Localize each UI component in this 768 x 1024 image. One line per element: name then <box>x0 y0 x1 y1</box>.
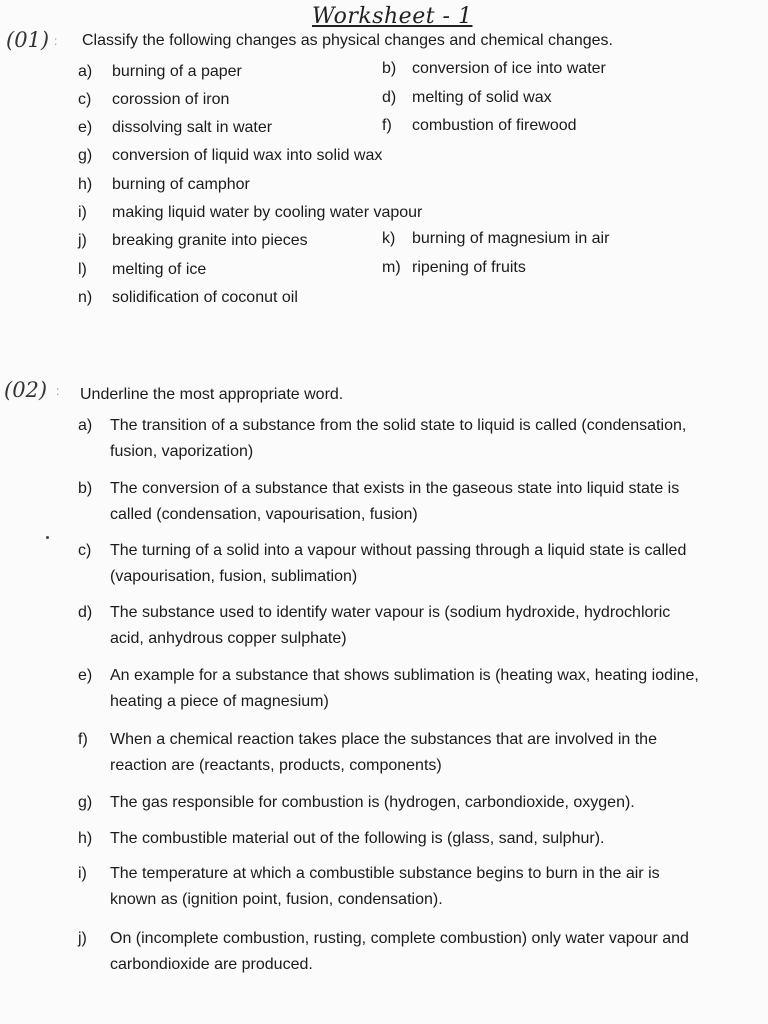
item-text: The transition of a substance from the solid state to liquid is called (condensation, fusion, vaporization) <box>110 417 687 460</box>
item-label: h) <box>78 830 93 847</box>
item-label: b) <box>382 60 397 77</box>
question-1-instruction: Classify the following changes as physical changes and chemical changes. <box>82 32 613 49</box>
question-2-number: (02) <box>4 378 48 402</box>
list-item <box>78 147 382 165</box>
item-label: e) <box>78 119 93 136</box>
item-label: l) <box>78 261 87 278</box>
list-item <box>78 204 422 222</box>
worksheet-title: Worksheet - 1 <box>312 4 473 29</box>
item-label: d) <box>382 89 397 106</box>
item-text: The substance used to identify water vapour is (sodium hydroxide, hydrochloric acid, anhydrous copper sulphate) <box>110 604 671 647</box>
list-item <box>78 663 703 715</box>
list-item <box>78 538 703 590</box>
item-text: making liquid water by cooling water vapour <box>112 204 423 221</box>
item-label: m) <box>382 259 401 276</box>
item-text: burning of a paper <box>112 63 242 80</box>
item-label: c) <box>78 91 92 108</box>
list-item <box>78 91 229 109</box>
list-item <box>78 63 242 81</box>
item-text: The combustible material out of the following is (glass, sand, sulphur). <box>110 830 605 847</box>
item-text: The turning of a solid into a vapour without passing through a liquid state is called (vapourisation, fusion, sublimation) <box>110 542 687 585</box>
item-text: The temperature at which a combustible substance begins to burn in the air is known as (ignition point, fusion, condensation). <box>110 865 660 908</box>
item-text: An example for a substance that shows sublimation is (heating wax, heating iodine, heating a piece of magnesium) <box>110 667 699 710</box>
list-item <box>78 232 308 250</box>
item-label: n) <box>78 289 93 306</box>
item-label: c) <box>78 542 92 559</box>
item-text: The gas responsible for combustion is (hydrogen, carbondioxide, oxygen). <box>110 794 635 811</box>
list-item <box>78 600 703 652</box>
item-label: a) <box>78 63 93 80</box>
item-label: j) <box>78 232 87 249</box>
item-label: a) <box>78 417 93 434</box>
list-item <box>78 826 703 852</box>
item-text: melting of ice <box>112 261 207 278</box>
item-text: dissolving salt in water <box>112 119 273 136</box>
item-label: i) <box>78 204 87 221</box>
list-item <box>78 790 703 816</box>
stray-dot <box>46 536 49 539</box>
item-label: f) <box>382 117 392 134</box>
list-item <box>78 861 703 913</box>
question-1-number: (01) <box>6 28 50 52</box>
list-item <box>382 60 606 78</box>
item-text: The conversion of a substance that exists in the gaseous state into liquid state is called (condensation, vapourisation, fusion) <box>110 480 680 523</box>
list-item <box>78 119 272 137</box>
list-item <box>78 176 250 194</box>
item-text: On (incomplete combustion, rusting, complete combustion) only water vapour and carbondioxide are produced. <box>110 930 689 973</box>
question-1-colon: : <box>54 34 58 48</box>
item-text: combustion of firewood <box>412 117 577 134</box>
list-item <box>382 230 609 248</box>
list-item <box>382 259 526 277</box>
item-text: breaking granite into pieces <box>112 232 308 249</box>
item-text: burning of camphor <box>112 176 250 193</box>
item-label: g) <box>78 147 93 164</box>
item-label: k) <box>382 230 396 247</box>
item-label: d) <box>78 604 93 621</box>
item-label: e) <box>78 667 93 684</box>
item-text: solidification of coconut oil <box>112 289 298 306</box>
item-text: conversion of ice into water <box>412 60 606 77</box>
list-item <box>78 727 703 779</box>
item-text: melting of solid wax <box>412 89 552 106</box>
list-item <box>78 413 703 465</box>
list-item <box>382 89 552 107</box>
item-label: j) <box>78 930 87 947</box>
item-text: corossion of iron <box>112 91 230 108</box>
question-2-colon: : <box>56 384 60 398</box>
list-item <box>78 289 298 307</box>
item-text: burning of magnesium in air <box>412 230 610 247</box>
question-2-instruction: Underline the most appropriate word. <box>80 386 344 403</box>
list-item <box>78 261 206 279</box>
item-label: i) <box>78 865 87 882</box>
item-text: ripening of fruits <box>412 259 526 276</box>
list-item <box>78 926 703 978</box>
item-label: g) <box>78 794 93 811</box>
list-item <box>78 476 703 528</box>
item-label: h) <box>78 176 93 193</box>
list-item <box>382 117 577 135</box>
item-label: f) <box>78 731 88 748</box>
item-label: b) <box>78 480 93 497</box>
item-text: When a chemical reaction takes place the substances that are involved in the reaction are (reactants, products, components) <box>110 731 657 774</box>
item-text: conversion of liquid wax into solid wax <box>112 147 383 164</box>
